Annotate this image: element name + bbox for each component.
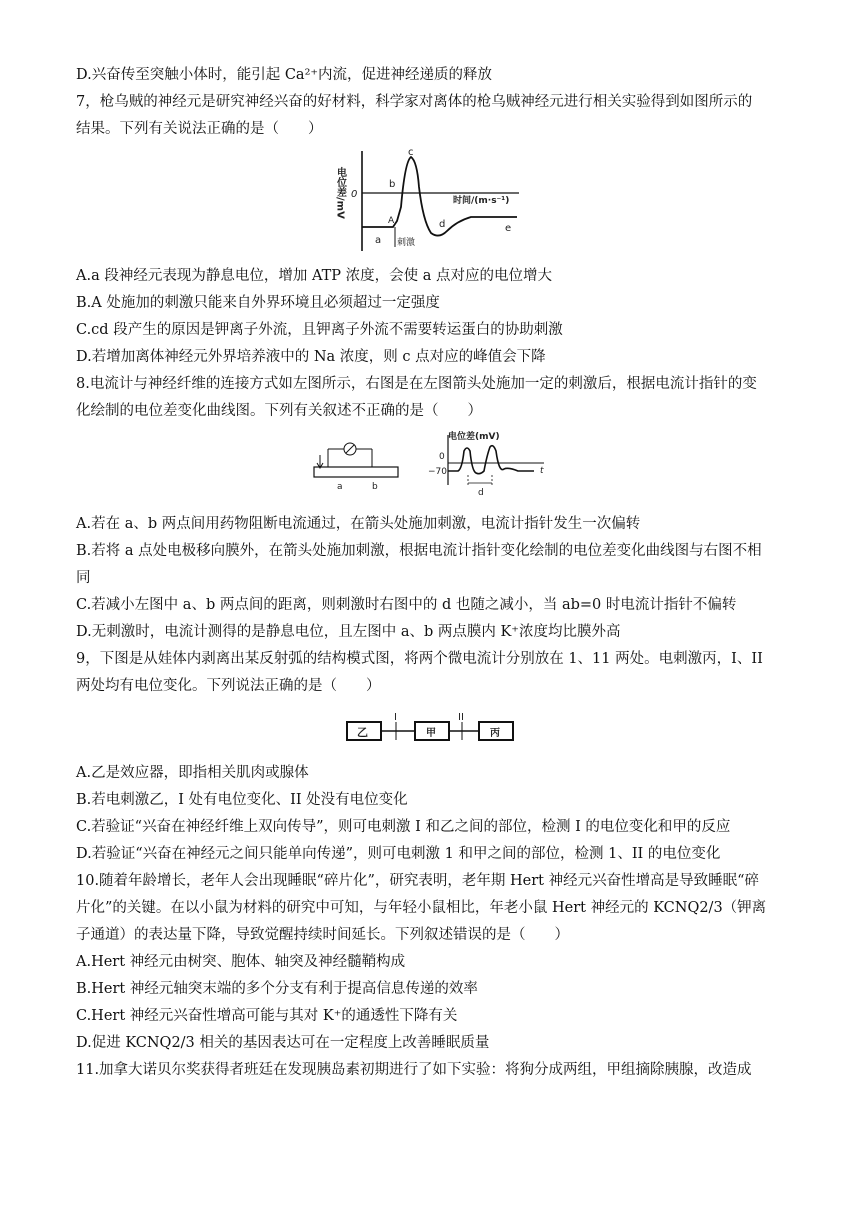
q9-box3-label: 丙 [490, 728, 500, 739]
q7-point-d: d [439, 219, 446, 230]
q8-option-c: C.若减小左图中 a、b 两点间的距离，则刺激时右图中的 d 也随之减小，当 ab=0 时电流计指针不偏转 [76, 597, 737, 613]
q10-option-c: C.Hert 神经元兴奋性增高可能与其对 K⁺的通透性下降有关 [76, 1008, 458, 1024]
q7-option-d: D.若增加离体神经元外界培养液中的 Na 浓度，则 c 点对应的峰值会下降 [76, 349, 546, 365]
q9-stem-line2: 两处均有电位变化。下列说法正确的是（ ） [76, 678, 381, 694]
q9-mark1: I [394, 712, 397, 723]
q7-option-a: A.a 段神经元表现为静息电位，增加 ATP 浓度，会使 a 点对应的电位增大 [76, 268, 553, 284]
q7-point-a: a [375, 235, 382, 246]
q8-d: d [478, 488, 484, 498]
q7-point-e: e [505, 223, 512, 234]
q7-option-b: B.A 处施加的刺激只能来自外界环境且必须超过一定强度 [76, 295, 440, 311]
q9-option-d: D.若验证“兴奋在神经元之间只能单向传递”，则可电刺激 1 和甲之间的部位，检测 1、II 的电位变化 [76, 846, 721, 862]
q9-mark2: II [458, 712, 464, 723]
q8-zero: 0 [439, 452, 445, 462]
q8-option-d: D.无刺激时，电流计测得的是静息电位，且左图中 a、b 两点膜内 K⁺浓度均比膜外高 [76, 624, 621, 640]
q9-box1-label: 乙 [357, 726, 368, 739]
q7-ylabel: 电位差/mV [334, 167, 346, 219]
q10-option-b: B.Hert 神经元轴突末端的多个分支有利于提高信息传递的效率 [76, 981, 478, 997]
q7-xlabel: 时间/(m·s⁻¹) [453, 196, 510, 206]
q9-box2-label: 甲 [426, 728, 436, 739]
q8-stem-line2: 化绘制的电位差变化曲线图。下列有关叙述不正确的是（ ） [76, 403, 482, 419]
q8-minus70: −70 [428, 467, 447, 477]
q8-figure [308, 429, 554, 505]
q8-t: t [540, 466, 544, 476]
q9-option-c: C.若验证“兴奋在神经纤维上双向传导”，则可电刺激 I 和乙之间的部位，检测 I 的电位变化和甲的反应 [76, 819, 731, 835]
q8-option-a: A.若在 a、b 两点间用药物阻断电流通过，在箭头处施加刺激，电流计指针发生一次偏转 [76, 516, 641, 532]
q8-ylabel: 电位差(mV) [448, 432, 500, 442]
q8-option-b-line1: B.若将 a 点处电极移向膜外，在箭头处施加刺激，根据电流计指针变化绘制的电位差变化曲线图与右图不相 [76, 543, 762, 559]
q11-stem-line1: 11.加拿大诺贝尔奖获得者班廷在发现胰岛素初期进行了如下实验：将狗分成两组，甲组摘除胰腺，改造成 [76, 1062, 752, 1078]
q9-reflex-arc-figure [345, 710, 517, 750]
q10-stem-line2: 片化”的关键。在以小鼠为材料的研究中可知，与年轻小鼠相比，年老小鼠 Hert 神经元的 KCNQ2/3（钾离 [76, 900, 767, 916]
q8-option-b-line2: 同 [76, 570, 91, 586]
q7-stem-line1: 7，枪乌贼的神经元是研究神经兴奋的好材料，科学家对离体的枪乌贼神经元进行相关实验得到如图所示的 [76, 94, 753, 110]
q10-stem-line1: 10.随着年龄增长，老年人会出现睡眠“碎片化”，研究表明，老年期 Hert 神经元兴奋性增高是导致睡眠“碎 [76, 873, 759, 889]
q7-stem-line2: 结果。下列有关说法正确的是（ ） [76, 121, 323, 137]
q7-point-A: A [388, 216, 395, 226]
q7-point-b: b [389, 179, 396, 190]
q10-stem-line3: 子通道）的表达量下降，导致觉醒持续时间延长。下列叙述错误的是（ ） [76, 927, 569, 943]
exam-page [76, 62, 786, 1084]
q7-action-potential-figure [331, 147, 531, 259]
q7-point-c: c [408, 147, 414, 158]
q8-nerve-fiber [314, 467, 398, 477]
q9-option-b: B.若电刺激乙，I 处有电位变化、II 处没有电位变化 [76, 792, 408, 808]
q8-label-a: a [337, 482, 343, 492]
q10-option-a: A.Hert 神经元由树突、胞体、轴突及神经髓鞘构成 [76, 954, 406, 970]
q10-option-d: D.促进 KCNQ2/3 相关的基因表达可在一定程度上改善睡眠质量 [76, 1035, 490, 1051]
q7-zero-label: 0 [351, 189, 358, 200]
q6-option-d: D.兴奋传至突触小体时，能引起 Ca²⁺内流，促进神经递质的释放 [76, 67, 493, 83]
q7-option-c: C.cd 段产生的原因是钾离子外流，且钾离子外流不需要转运蛋白的协助刺激 [76, 322, 563, 338]
q8-stem-line1: 8.电流计与神经纤维的连接方式如左图所示，右图是在左图箭头处施加一定的刺激后，根据电流计指针的变 [76, 376, 757, 392]
q7-stimulus-label: 刺激 [397, 238, 416, 248]
q9-option-a: A.乙是效应器，即指相关肌肉或腺体 [76, 765, 309, 781]
q8-label-b: b [372, 482, 378, 492]
q9-stem-line1: 9，下图是从娃体内剥离出某反射弧的结构模式图，将两个微电流计分别放在 1、11 两处。电刺激丙，I、II [76, 651, 763, 667]
